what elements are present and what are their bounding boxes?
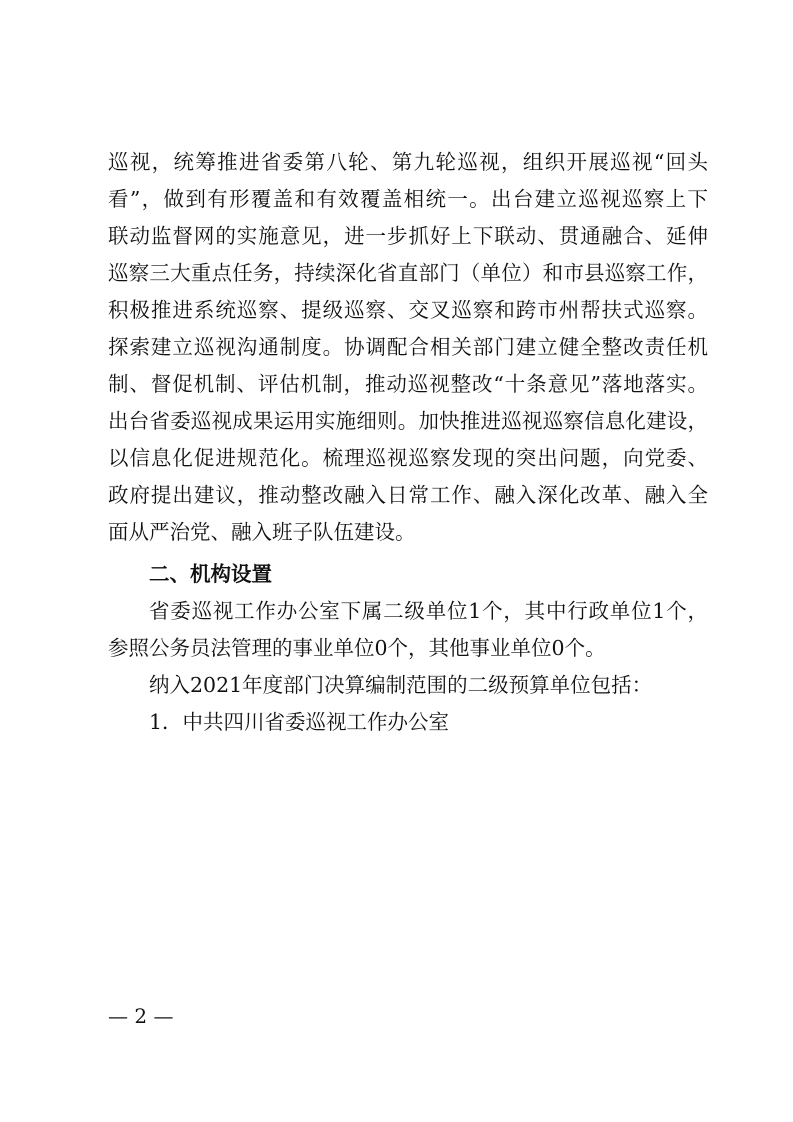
section-heading: 二、机构设置 (149, 562, 272, 586)
body-line-1: 巡视，统筹推进省委第八轮、第九轮巡视，组织开展巡视“回头 (108, 150, 708, 174)
budget-item: 1．中共四川省委巡视工作办公室 (149, 710, 450, 734)
body-line-8: 出台省委巡视成果运用实施细则。加快推进巡视巡察信息化建设， (108, 409, 708, 433)
body-line-10: 政府提出建议，推动整改融入日常工作、融入深化改革、融入全 (108, 483, 708, 507)
body-line-4: 巡察三大重点任务，持续深化省直部门（单位）和市县巡察工作， (108, 261, 708, 285)
body-line-6: 探索建立巡视沟通制度。协调配合相关部门建立健全整改责任机 (108, 335, 708, 359)
body-line-3: 联动监督网的实施意见，进一步抓好上下联动、贯通融合、延伸 (108, 224, 708, 248)
section-line-2: 参照公务员法管理的事业单位0个，其他事业单位0个。 (108, 636, 606, 660)
section-line-1: 省委巡视工作办公室下属二级单位1个，其中行政单位1个， (149, 599, 708, 623)
body-line-5: 积极推进系统巡察、提级巡察、交叉巡察和跨市州帮扶式巡察。 (108, 298, 708, 322)
budget-intro: 纳入2021年度部门决算编制范围的二级预算单位包括： (149, 673, 653, 697)
body-line-9: 以信息化促进规范化。梳理巡视巡察发现的突出问题，向党委、 (108, 446, 708, 470)
body-line-7: 制、督促机制、评估机制，推动巡视整改“十条意见”落地落实。 (108, 372, 708, 396)
page-number: — 2 — (108, 1004, 174, 1028)
body-line-2: 看”，做到有形覆盖和有效覆盖相统一。出台建立巡视巡察上下 (108, 187, 708, 211)
body-line-11: 面从严治党、融入班子队伍建设。 (108, 520, 416, 544)
